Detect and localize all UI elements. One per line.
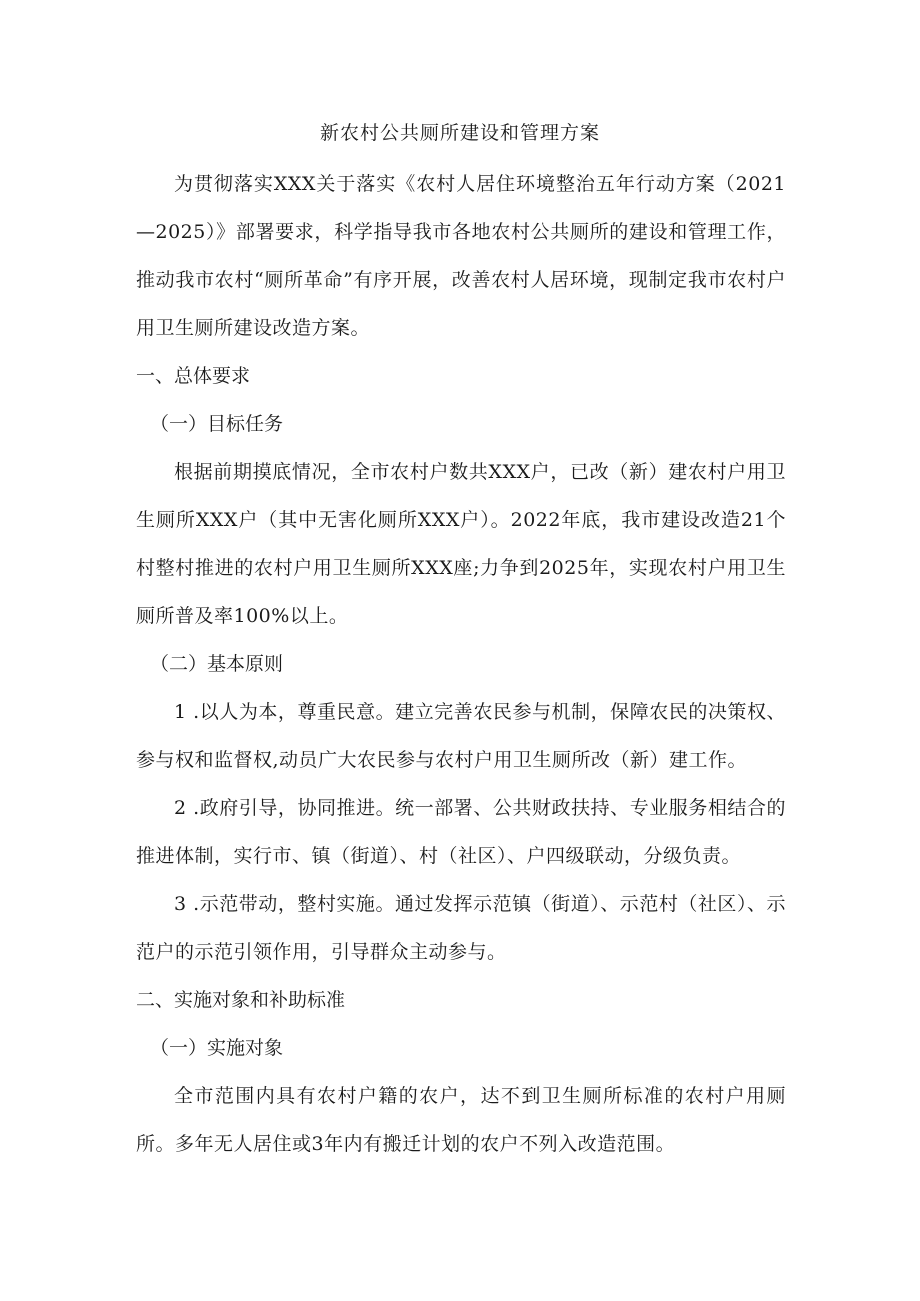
targets-paragraph: 根据前期摸底情况，全市农村户数共XXX户，已改（新）建农村户用卫生厕所XXX户（其中无害化厕所XXX户）。2022年底，我市建设改造21个村整村推进的农村户用卫生厕所XXX座;力争到2025年，实现农村户用卫生厕所普及率100%以上。 xyxy=(136,461,786,627)
principle-item-2: 2 .政府引导，协同推进。统一部署、公共财政扶持、专业服务相结合的推进体制，实行市、镇（街道）、村（社区）、户四级联动，分级负责。 xyxy=(136,797,786,867)
implementation-target-paragraph: 全市范围内具有农村户籍的农户，达不到卫生厕所标准的农村户用厕所。多年无人居住或3年内有搬迁计划的农户不列入改造范围。 xyxy=(136,1085,786,1155)
subsection-heading-targets: （一）目标任务 xyxy=(150,413,284,435)
document-title: 新农村公共厕所建设和管理方案 xyxy=(319,122,600,144)
subsection-heading-principles: （二）基本原则 xyxy=(150,653,284,675)
section-heading-implementation: 二、实施对象和补助标准 xyxy=(136,989,346,1011)
subsection-heading-targets-of-implementation: （一）实施对象 xyxy=(150,1037,284,1059)
section-heading-overall-requirements: 一、总体要求 xyxy=(136,365,251,387)
principle-item-3: 3 .示范带动，整村实施。通过发挥示范镇（街道）、示范村（社区）、示范户的示范引领作用，引导群众主动参与。 xyxy=(136,893,786,963)
intro-paragraph: 为贯彻落实XXX关于落实《农村人居住环境整治五年行动方案（2021—2025）》部署要求，科学指导我市各地农村公共厕所的建设和管理工作，推动我市农村“厕所革命”有序开展，改善农村人居环境，现制定我市农村户用卫生厕所建设改造方案。 xyxy=(136,173,786,339)
principle-item-1: 1 .以人为本，尊重民意。建立完善农民参与机制，保障农民的决策权、参与权和监督权,动员广大农民参与农村户用卫生厕所改（新）建工作。 xyxy=(136,701,786,771)
